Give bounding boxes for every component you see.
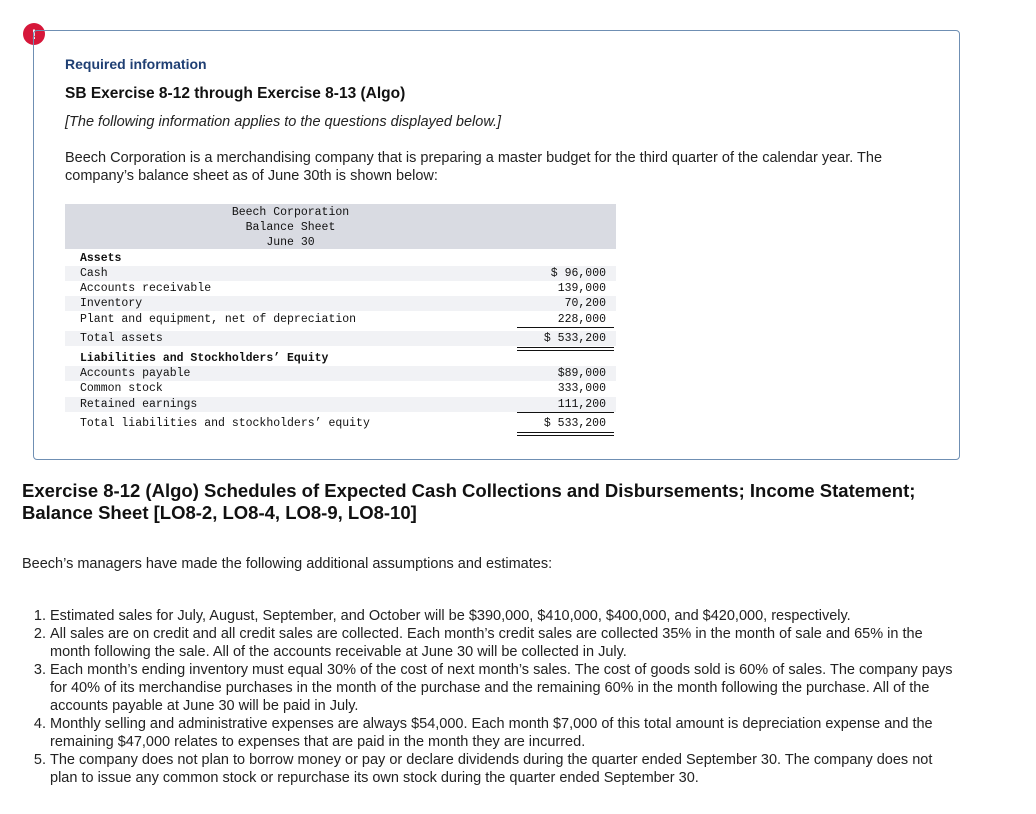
row-amount: $ 533,200 xyxy=(543,332,606,345)
row-label: Total assets xyxy=(80,332,163,345)
company-name: Beech Corporation xyxy=(231,206,350,219)
row-amount: 333,000 xyxy=(557,382,606,395)
list-item: 1. Estimated sales for July, August, September, and October will be $390,000, $410,000, $400,000, and $420,000, respectively. xyxy=(50,607,962,625)
balance-sheet-table xyxy=(65,204,616,439)
table-row xyxy=(65,281,616,296)
table-row xyxy=(65,397,616,412)
assumptions-intro: Beech’s managers have made the following additional assumptions and estimates: xyxy=(22,556,553,572)
row-label: Accounts payable xyxy=(80,367,191,380)
assumptions-list xyxy=(22,607,962,787)
liabilities-heading: Liabilities and Stockholders’ Equity xyxy=(80,352,329,365)
row-label: Plant and equipment, net of depreciation xyxy=(80,313,357,326)
list-item: 3. Each month’s ending inventory must equal 30% of the cost of next month’s sales. The cost of goods sold is 60% of sales. The company pays for 40% of its merchandise purchases in the month of the purchase and the remaining 60% in the month following the purchase. All of the accounts payable at June 30 will be paid in July. xyxy=(50,661,962,715)
total-assets-row xyxy=(65,331,616,346)
assets-heading-row xyxy=(65,251,616,266)
double-rule-bottom xyxy=(517,435,614,436)
subtotal-rule xyxy=(517,412,614,413)
table-row xyxy=(65,381,616,396)
row-amount: 228,000 xyxy=(557,313,606,326)
list-item: 2. All sales are on credit and all credit sales are collected. Each month’s credit sales are collected 35% in the month of sale and 65% in the month following the sale. All of the accounts receivable at June 30 will be collected in July. xyxy=(50,625,962,661)
row-label: Retained earnings xyxy=(80,398,198,411)
balance-sheet-header xyxy=(65,204,616,249)
subtotal-rule xyxy=(517,327,614,328)
required-information-panel xyxy=(33,30,960,460)
row-amount: $89,000 xyxy=(557,367,606,380)
intro-paragraph: Beech Corporation is a merchandising company that is preparing a master budget for the third quarter of the calendar year. The company’s balance sheet as of June 30th is shown below: xyxy=(65,150,883,184)
row-amount: $ 533,200 xyxy=(543,417,606,430)
alert-icon: ! xyxy=(23,23,45,45)
assets-heading: Assets xyxy=(80,252,122,265)
row-amount: 139,000 xyxy=(557,282,606,295)
liabilities-heading-row xyxy=(65,351,616,366)
row-amount: 70,200 xyxy=(564,297,606,310)
table-row xyxy=(65,296,616,311)
table-row xyxy=(65,366,616,381)
required-information-label: Required information xyxy=(65,56,207,72)
table-row xyxy=(65,312,616,327)
row-label: Cash xyxy=(80,267,108,280)
list-item: 4. Monthly selling and administrative expenses are always $54,000. Each month $7,000 of this total amount is depreciation expense and the remaining $47,000 relates to expenses that are paid in the month they are incurred. xyxy=(50,715,962,751)
row-amount: $ 96,000 xyxy=(550,267,606,280)
row-label: Total liabilities and stockholders’ equity xyxy=(80,417,370,430)
statement-date: June 30 xyxy=(266,236,315,249)
sb-exercise-title: SB Exercise 8-12 through Exercise 8-13 (Algo) xyxy=(65,85,406,102)
list-item: 5. The company does not plan to borrow money or pay or declare dividends during the quarter ended September 30. The company does not plan to issue any common stock or repurchase its own stock during the quarter ended September 30. xyxy=(50,751,962,787)
statement-name: Balance Sheet xyxy=(245,221,336,234)
double-rule-top xyxy=(517,432,614,433)
row-label: Common stock xyxy=(80,382,163,395)
total-liabilities-row xyxy=(65,416,616,431)
row-label: Accounts receivable xyxy=(80,282,212,295)
applies-note: [The following information applies to the questions displayed below.] xyxy=(65,114,502,130)
exercise-title: Exercise 8-12 (Algo) Schedules of Expected Cash Collections and Disbursements; Income Statement; Balance Sheet [LO8-2, LO8-4, LO8-9, LO8-10] xyxy=(22,480,916,523)
double-rule-top xyxy=(517,347,614,348)
table-row xyxy=(65,266,616,281)
row-amount: 111,200 xyxy=(557,398,606,411)
row-label: Inventory xyxy=(80,297,143,310)
